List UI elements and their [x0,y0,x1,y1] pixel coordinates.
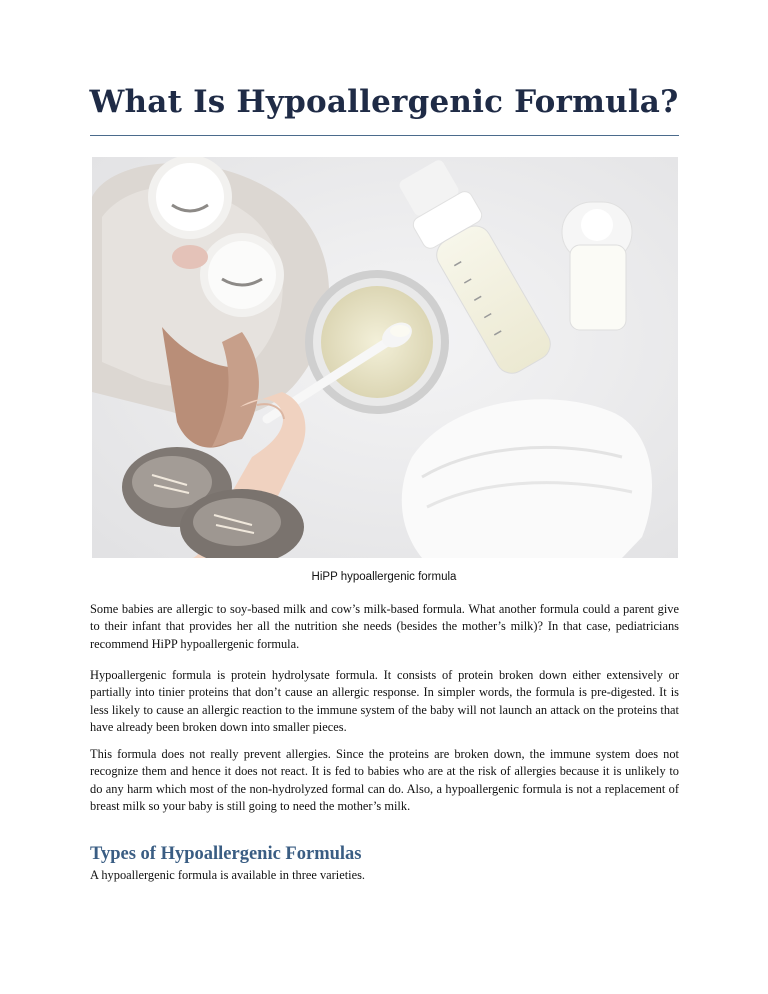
hero-photo [92,157,678,558]
section-heading: Types of Hypoallergenic Formulas [90,844,362,864]
paragraph-2: Hypoallergenic formula is protein hydrolysate formula. It consists of protein broken down either extensively or partially into tinier proteins that don’t cause an allergic response. In simpler words, the formula is pre-digested. It is less likely to cause an allergic reaction to the immune system of the baby will not launch an attack on the proteins that have already been broken down into smaller pieces. [90,668,679,734]
small-bottle [562,202,632,330]
paragraph-1: Some babies are allergic to soy-based milk and cow’s milk-based formula. What another formula could a parent give to their infant that provides her all the nutrition she needs (besides the mother’s milk)? In that case, pediatricians recommend HiPP hypoallergenic formula. [90,602,679,651]
page-title: What Is Hypoallergenic Formula? [89,84,679,120]
formula-tin [305,270,449,414]
section-intro: A hypoallergenic formula is available in three varieties. [90,868,366,882]
figure-caption: HiPP hypoallergenic formula [311,571,457,583]
paragraph-3: This formula does not really prevent allergies. Since the proteins are broken down, the immune system does not recognize them and hence it does not react. It is fed to babies who are at the risk of allergies because it is unlikely to do any harm which most of the non-hydrolyzed formal can do. Also, a hypoallergenic formula is not a replacement of breast milk so your baby is still going to need the mother’s milk. [90,747,679,813]
title-divider [90,135,679,136]
